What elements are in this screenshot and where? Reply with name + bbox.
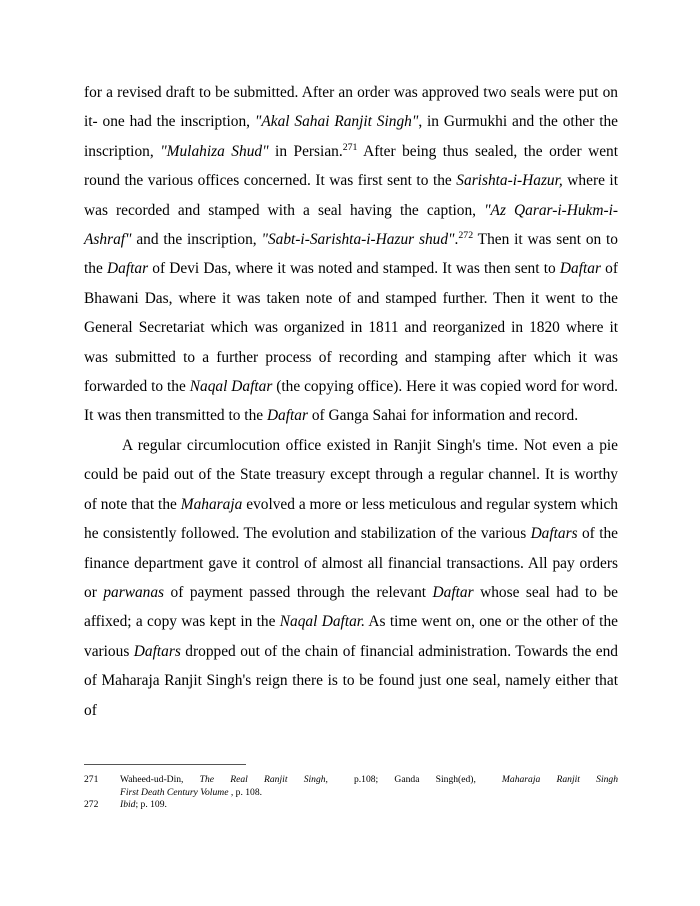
- footnote-list: [84, 774, 618, 812]
- italic-term-daftar-4: Daftar: [432, 583, 474, 601]
- italic-term-daftar-2: Daftar: [559, 260, 601, 278]
- text-run: of the finance department gave it control of almost all financial transactions. All pay orders or: [84, 525, 618, 601]
- text-run: A regular circumlocution office existed in Ranjit Singh's time. Not even a pie could be paid out of the State treasury except through a regular channel. It is worthy of note that the: [84, 436, 618, 513]
- text-run: of payment passed through the relevant: [164, 583, 433, 601]
- footnote-line-1: [120, 774, 618, 787]
- italic-term-naqal-daftar-2: Naqal Daftar.: [279, 613, 365, 631]
- paragraph-2: [84, 431, 618, 725]
- italic-term-akal-sahai: "Akal Sahai Ranjit Singh": [254, 113, 419, 131]
- footnote-marker-271: 271: [342, 141, 358, 153]
- text-run: (the copying office). Here it was copied word for word. It was then transmitted to the: [84, 378, 618, 425]
- footnote-number-272: 272: [84, 799, 99, 811]
- footnote-page-and-editor: p.108; Ganda Singh(ed),: [353, 774, 476, 785]
- footnote-item-272: [84, 799, 618, 812]
- italic-term-sabt-i-sarishta: "Sabt-i-Sarishta-i-Hazur shud": [261, 231, 455, 249]
- italic-term-mulahiza-shud: "Mulahiza Shud": [160, 142, 269, 160]
- footnote-text-272: [120, 799, 618, 812]
- text-run: whose seal had to be affixed; a copy was kept in the: [84, 583, 618, 631]
- text-run: , in Gurmukhi and the other the inscription,: [84, 113, 618, 160]
- italic-term-daftars-2: Daftars: [133, 642, 181, 660]
- text-run: in Persian.: [268, 142, 343, 160]
- italic-term-daftar-1: Daftar: [107, 260, 149, 278]
- footnote-text-271: [120, 774, 618, 799]
- text-run: Then it was sent on to the: [84, 231, 619, 278]
- text-run: .: [454, 231, 459, 249]
- italic-term-sarishta-i-hazur: Sarishta-i-Hazur,: [456, 172, 563, 190]
- footnote-title-1: The Real Ranjit Singh,: [199, 774, 328, 785]
- footnote-ibid: Ibid: [120, 799, 136, 811]
- footnote-title-2: Maharaja Ranjit Singh: [501, 774, 619, 785]
- footnote-page-2: p. 108.: [233, 786, 263, 798]
- text-run: of Ganga Sahai for information and record.: [307, 407, 579, 425]
- italic-term-naqal-daftar-1: Naqal Daftar: [189, 378, 273, 396]
- footnote-line-2: [120, 787, 618, 800]
- italic-term-parwanas: parwanas: [103, 583, 165, 601]
- text-run: dropped out of the chain of financial administration. Towards the end of Maharaja Ranjit Singh's reign there is to be found just one seal, namely either that of: [84, 642, 618, 719]
- text-run: for a revised draft to be submitted. After an order was approved two seals were put on it- one had the inscription,: [84, 84, 618, 131]
- text-run: evolved a more or less meticulous and regular system which he consistently followed. The evolution and stabilization of the various: [84, 495, 619, 543]
- italic-term-daftar-3: Daftar: [266, 407, 308, 425]
- footnote-item-271: [84, 774, 618, 799]
- footnote-author: Waheed-ud-Din,: [120, 774, 200, 785]
- italic-term-daftars-1: Daftars: [530, 525, 578, 543]
- text-run: where it was recorded and stamped with a seal having the caption,: [84, 172, 618, 219]
- italic-term-maharaja: Maharaja: [180, 495, 243, 513]
- paragraph-1: [84, 78, 618, 431]
- italic-term-az-qarar: "Az Qarar-i-Hukm-i-Ashraf": [84, 201, 618, 249]
- text-run: As time went on, one or the other of the various: [84, 613, 618, 660]
- text-run: of Bhawani Das, where it was taken note of and stamped further. Then it went to the General Secretariat which was organized in 1811 and reorganized in 1820 where it was submitted to a further process of recording and stamping after which it was forwarded to the: [84, 260, 618, 396]
- text-run: and the inscription,: [131, 231, 262, 249]
- footnote-title-2-continued: First Death Century Volume ,: [120, 786, 234, 798]
- footnote-section: [84, 764, 618, 812]
- footnote-marker-272: 272: [458, 229, 474, 241]
- footnote-number-271: 271: [84, 774, 99, 785]
- footnote-separator-rule: [84, 764, 246, 765]
- text-run: After being thus sealed, the order went round the various offices concerned. It was first sent to the: [84, 142, 618, 190]
- body-text-block: [84, 78, 618, 725]
- text-run: of Devi Das, where it was noted and stamped. It was then sent to: [148, 260, 560, 278]
- footnote-page-272: ; p. 109.: [135, 799, 167, 811]
